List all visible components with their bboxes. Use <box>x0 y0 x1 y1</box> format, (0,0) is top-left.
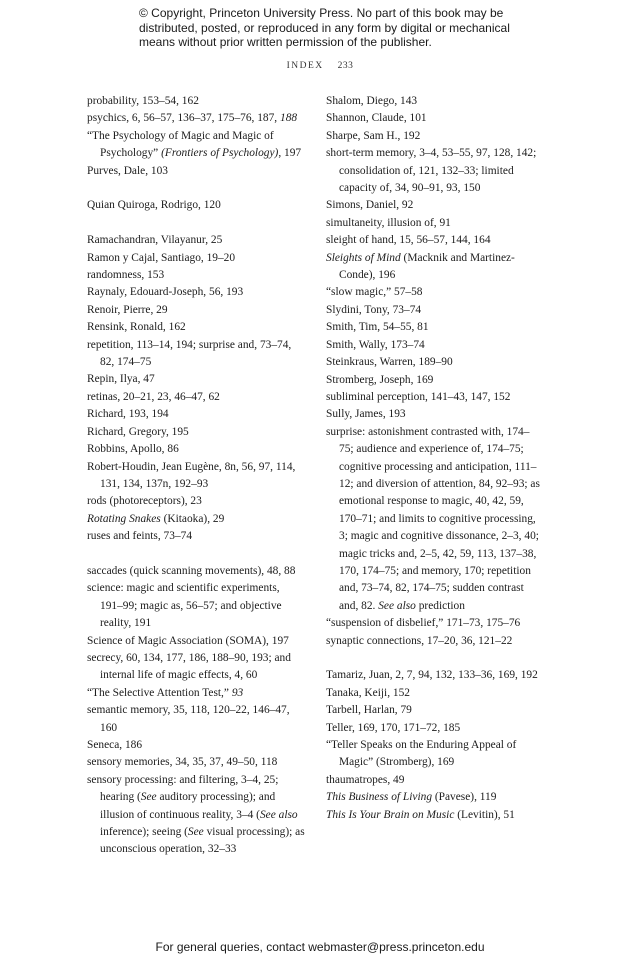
running-head-label: INDEX <box>286 61 324 71</box>
index-entry-text-run: Science of Magic Association (SOMA), 197 <box>87 634 289 647</box>
index-entry <box>326 372 540 389</box>
index-entry-text-run: Simons, Daniel, 92 <box>326 199 414 212</box>
index-entry-text-run: repetition, 113–14, 194; surprise and, 73–74, 82, 174–75 <box>87 338 292 369</box>
index-entry-text-run: Purves, Dale, 103 <box>87 164 168 177</box>
index-entry-italic-run: This Business of Living <box>326 791 433 804</box>
index-entry-text-run: Ramachandran, Vilayanur, 25 <box>87 234 223 247</box>
index-entry-text-run: (Macknik and Martinez-Conde), 196 <box>339 251 515 282</box>
copyright-notice: © Copyright, Princeton University Press. No part of this book may be distributed, posted, or reproduced in any form by digital or mechanical means without prior written permission of the publisher. <box>139 6 510 49</box>
index-entry <box>326 145 540 197</box>
index-entry <box>87 702 305 737</box>
index-entry-italic-run: 93 <box>231 686 244 699</box>
index-entry-text-run: probability, 153–54, 162 <box>87 95 199 107</box>
index-entry <box>87 128 305 163</box>
index-entry <box>87 232 305 249</box>
page-number: 233 <box>337 61 354 71</box>
index-entry-text-run: Tamariz, Juan, 2, 7, 94, 132, 133–36, 169, 192 <box>326 669 538 682</box>
index-entry-text-run: Steinkraus, Warren, 189–90 <box>326 356 453 369</box>
index-entry-text-run: auditory processing); and illusion of continuous reality, 3–4 ( <box>100 791 276 821</box>
index-entry-text-run: Smith, Tim, 54–55, 81 <box>326 321 429 334</box>
index-entry-text-run: randomness, 153 <box>87 269 165 282</box>
index-entry <box>326 789 540 806</box>
index-entry <box>326 615 540 632</box>
index-entry-text-run: Sully, James, 193 <box>326 408 406 421</box>
index-entry-text-run: “slow magic,” 57–58 <box>326 286 423 299</box>
index-entry-text-run: Slydini, Tony, 73–74 <box>326 303 422 316</box>
index-entry-text-run: secrecy, 60, 134, 177, 186, 188–90, 193; and internal life of magic effects, 4, 60 <box>87 651 291 682</box>
index-entry-text-run: (Levitin), 51 <box>454 808 515 821</box>
index-entry <box>87 93 305 110</box>
index-entry-text-run: “Teller Speaks on the Enduring Appeal of Magic” (Stromberg), 169 <box>326 739 517 769</box>
index-entry <box>326 319 540 336</box>
index-entry-text-run: simultaneity, illusion of, 91 <box>326 216 451 229</box>
index-entry <box>87 441 305 458</box>
running-head <box>0 61 640 71</box>
index-entry <box>326 389 540 406</box>
index-entry-text-run: prediction <box>415 599 465 612</box>
letter-group-gap <box>326 650 540 667</box>
index-entry <box>87 633 305 650</box>
index-entry-text-run: visual processing); as unconscious operation, 32–33 <box>100 826 305 856</box>
index-entry <box>326 250 540 285</box>
contact-footer: For general queries, contact webmaster@press.princeton.edu <box>155 940 485 954</box>
index-entry-text-run: saccades (quick scanning movements), 48, 88 <box>87 564 296 577</box>
index-entry-text-run: Richard, 193, 194 <box>87 408 169 421</box>
index-entry-text-run: Tarbell, Harlan, 79 <box>326 704 412 717</box>
index-entry <box>87 197 305 214</box>
index-entry <box>326 772 540 789</box>
index-entry-text-run: science: magic and scientific experiments, 191–99; magic as, 56–57; and objective reality, 191 <box>87 582 282 630</box>
index-entry <box>326 685 540 702</box>
index-entry-text-run: rods (photoreceptors), 23 <box>87 495 202 508</box>
index-entry <box>326 110 540 127</box>
index-entry-text-run: , 197 <box>278 147 302 160</box>
index-entry-text-run: Shannon, Claude, 101 <box>326 112 427 125</box>
index-entry-text-run: short-term memory, 3–4, 53–55, 97, 128, 142; consolidation of, 121, 132–33; limited capacity of, 34, 90–91, 93, 150 <box>326 147 537 195</box>
letter-group-gap <box>87 546 305 563</box>
letter-group-gap <box>87 180 305 197</box>
index-entry <box>87 406 305 423</box>
index-entry <box>87 371 305 388</box>
index-entry-text-run: Repin, Ilya, 47 <box>87 373 155 386</box>
index-entry-text-run: Richard, Gregory, 195 <box>87 425 189 438</box>
index-entry <box>87 250 305 267</box>
index-entry-text-run: Ramon y Cajal, Santiago, 19–20 <box>87 251 236 264</box>
index-entry-italic-run: See <box>140 791 157 804</box>
index-entry <box>326 215 540 232</box>
index-entry <box>87 110 305 127</box>
index-entry <box>326 424 540 615</box>
index-entry <box>87 493 305 510</box>
index-entry-text-run: Tanaka, Keiji, 152 <box>326 686 410 699</box>
index-entry <box>326 720 540 737</box>
index-entry <box>326 337 540 354</box>
index-entry <box>326 284 540 301</box>
index-entry <box>87 737 305 754</box>
index-entry <box>87 650 305 685</box>
index-entry <box>326 302 540 319</box>
index-entry-italic-run: 188 <box>280 112 298 125</box>
index-entry <box>87 511 305 528</box>
index-entry-text-run: Raynaly, Edouard-Joseph, 56, 193 <box>87 286 244 299</box>
index-entry-text-run: Quian Quiroga, Rodrigo, 120 <box>87 199 221 212</box>
index-entry <box>326 354 540 371</box>
index-entry <box>87 424 305 441</box>
index-entry-text-run: Rensink, Ronald, 162 <box>87 321 186 334</box>
index-entry-text-run: synaptic connections, 17–20, 36, 121–22 <box>326 634 513 647</box>
index-entry-text-run: Shalom, Diego, 143 <box>326 95 418 107</box>
index-column-right <box>326 93 540 824</box>
index-entry-text-run: Smith, Wally, 173–74 <box>326 338 425 351</box>
index-entry-text-run: sleight of hand, 15, 56–57, 144, 164 <box>326 234 491 247</box>
index-entry-italic-run: This Is Your Brain on Music <box>326 808 455 821</box>
index-entry-text-run: retinas, 20–21, 23, 46–47, 62 <box>87 390 220 403</box>
index-entry-text-run: (Kitaoka), 29 <box>160 512 225 525</box>
index-entry-italic-run: See also <box>378 599 416 612</box>
index-entry-text-run: Robbins, Apollo, 86 <box>87 443 179 456</box>
index-entry-italic-run: Rotating Snakes <box>87 512 161 525</box>
index-entry <box>87 563 305 580</box>
index-entry <box>326 633 540 650</box>
index-entry <box>326 93 540 110</box>
index-entry <box>326 406 540 423</box>
index-column-left <box>87 93 305 859</box>
index-entry-text-run: surprise: astonishment contrasted with, 174–75; audience and experience of, 174–75; cognitive processing and anticipation, 111–12; and diversion of attention, 84, 92–93; as emotional response to magic, 40, 42, 59, 170–71; and limits to cognitive processing, 3; magic and cognitive dissonance, 2–3, 40; magic tricks and, 2–5, 42, 59, 113, 137–38, 170, 174–75; and memory, 170; repetition and, 73–74, 82, 174–75; sudden contrast and, 82. <box>326 425 540 612</box>
index-entry <box>87 580 305 632</box>
index-entry-text-run: inference); seeing ( <box>100 826 188 839</box>
index-entry <box>87 337 305 372</box>
index-entry <box>87 389 305 406</box>
index-entry-text-run: “The Psychology of Magic and Magic of Psychology” <box>87 129 274 160</box>
index-entry <box>326 128 540 145</box>
index-entry <box>326 232 540 249</box>
index-entry-italic-run: Sleights of Mind <box>326 251 401 264</box>
index-entry <box>87 754 305 771</box>
index-entry-text-run: Stromberg, Joseph, 169 <box>326 373 434 386</box>
index-entry-text-run: Sharpe, Sam H., 192 <box>326 129 421 142</box>
index-entry-italic-run: (Frontiers of Psychology) <box>161 147 279 160</box>
index-entry-text-run: sensory memories, 34, 35, 37, 49–50, 118 <box>87 756 278 769</box>
index-entry <box>326 667 540 684</box>
index-entry-text-run: sensory processing: and filtering, 3–4, 25; hearing ( <box>87 773 279 804</box>
index-entry-text-run: Renoir, Pierre, 29 <box>87 303 168 316</box>
index-entry <box>87 267 305 284</box>
index-entry-italic-run: See also <box>259 808 298 821</box>
index-entry <box>87 528 305 545</box>
index-entry <box>87 302 305 319</box>
index-entry-text-run: thaumatropes, 49 <box>326 773 405 786</box>
index-entry <box>87 163 305 180</box>
index-entry <box>87 459 305 494</box>
index-entry <box>326 737 540 772</box>
index-entry-text-run: Seneca, 186 <box>87 738 143 751</box>
index-entry <box>326 702 540 719</box>
index-entry-text-run: semantic memory, 35, 118, 120–22, 146–47, 160 <box>87 704 290 734</box>
index-entry <box>87 685 305 702</box>
index-entry-text-run: subliminal perception, 141–43, 147, 152 <box>326 390 511 403</box>
index-entry <box>87 284 305 301</box>
letter-group-gap <box>87 215 305 232</box>
index-entry-text-run: Teller, 169, 170, 171–72, 185 <box>326 721 461 734</box>
index-entry-text-run: psychics, 6, 56–57, 136–37, 175–76, 187, <box>87 112 281 125</box>
index-entry-text-run: “The Selective Attention Test,” <box>87 686 232 699</box>
index-entry <box>87 772 305 859</box>
index-entry-text-run: Robert-Houdin, Jean Eugène, 8n, 56, 97, 114, 131, 134, 137n, 192–93 <box>87 460 296 490</box>
index-entry-text-run: (Pavese), 119 <box>432 791 497 804</box>
index-entry-italic-run: See <box>187 826 204 839</box>
index-entry-text-run: ruses and feints, 73–74 <box>87 530 193 543</box>
index-entry <box>326 807 540 824</box>
index-entry <box>87 319 305 336</box>
index-entry-text-run: “suspension of disbelief,” 171–73, 175–76 <box>326 617 521 630</box>
index-entry <box>326 197 540 214</box>
